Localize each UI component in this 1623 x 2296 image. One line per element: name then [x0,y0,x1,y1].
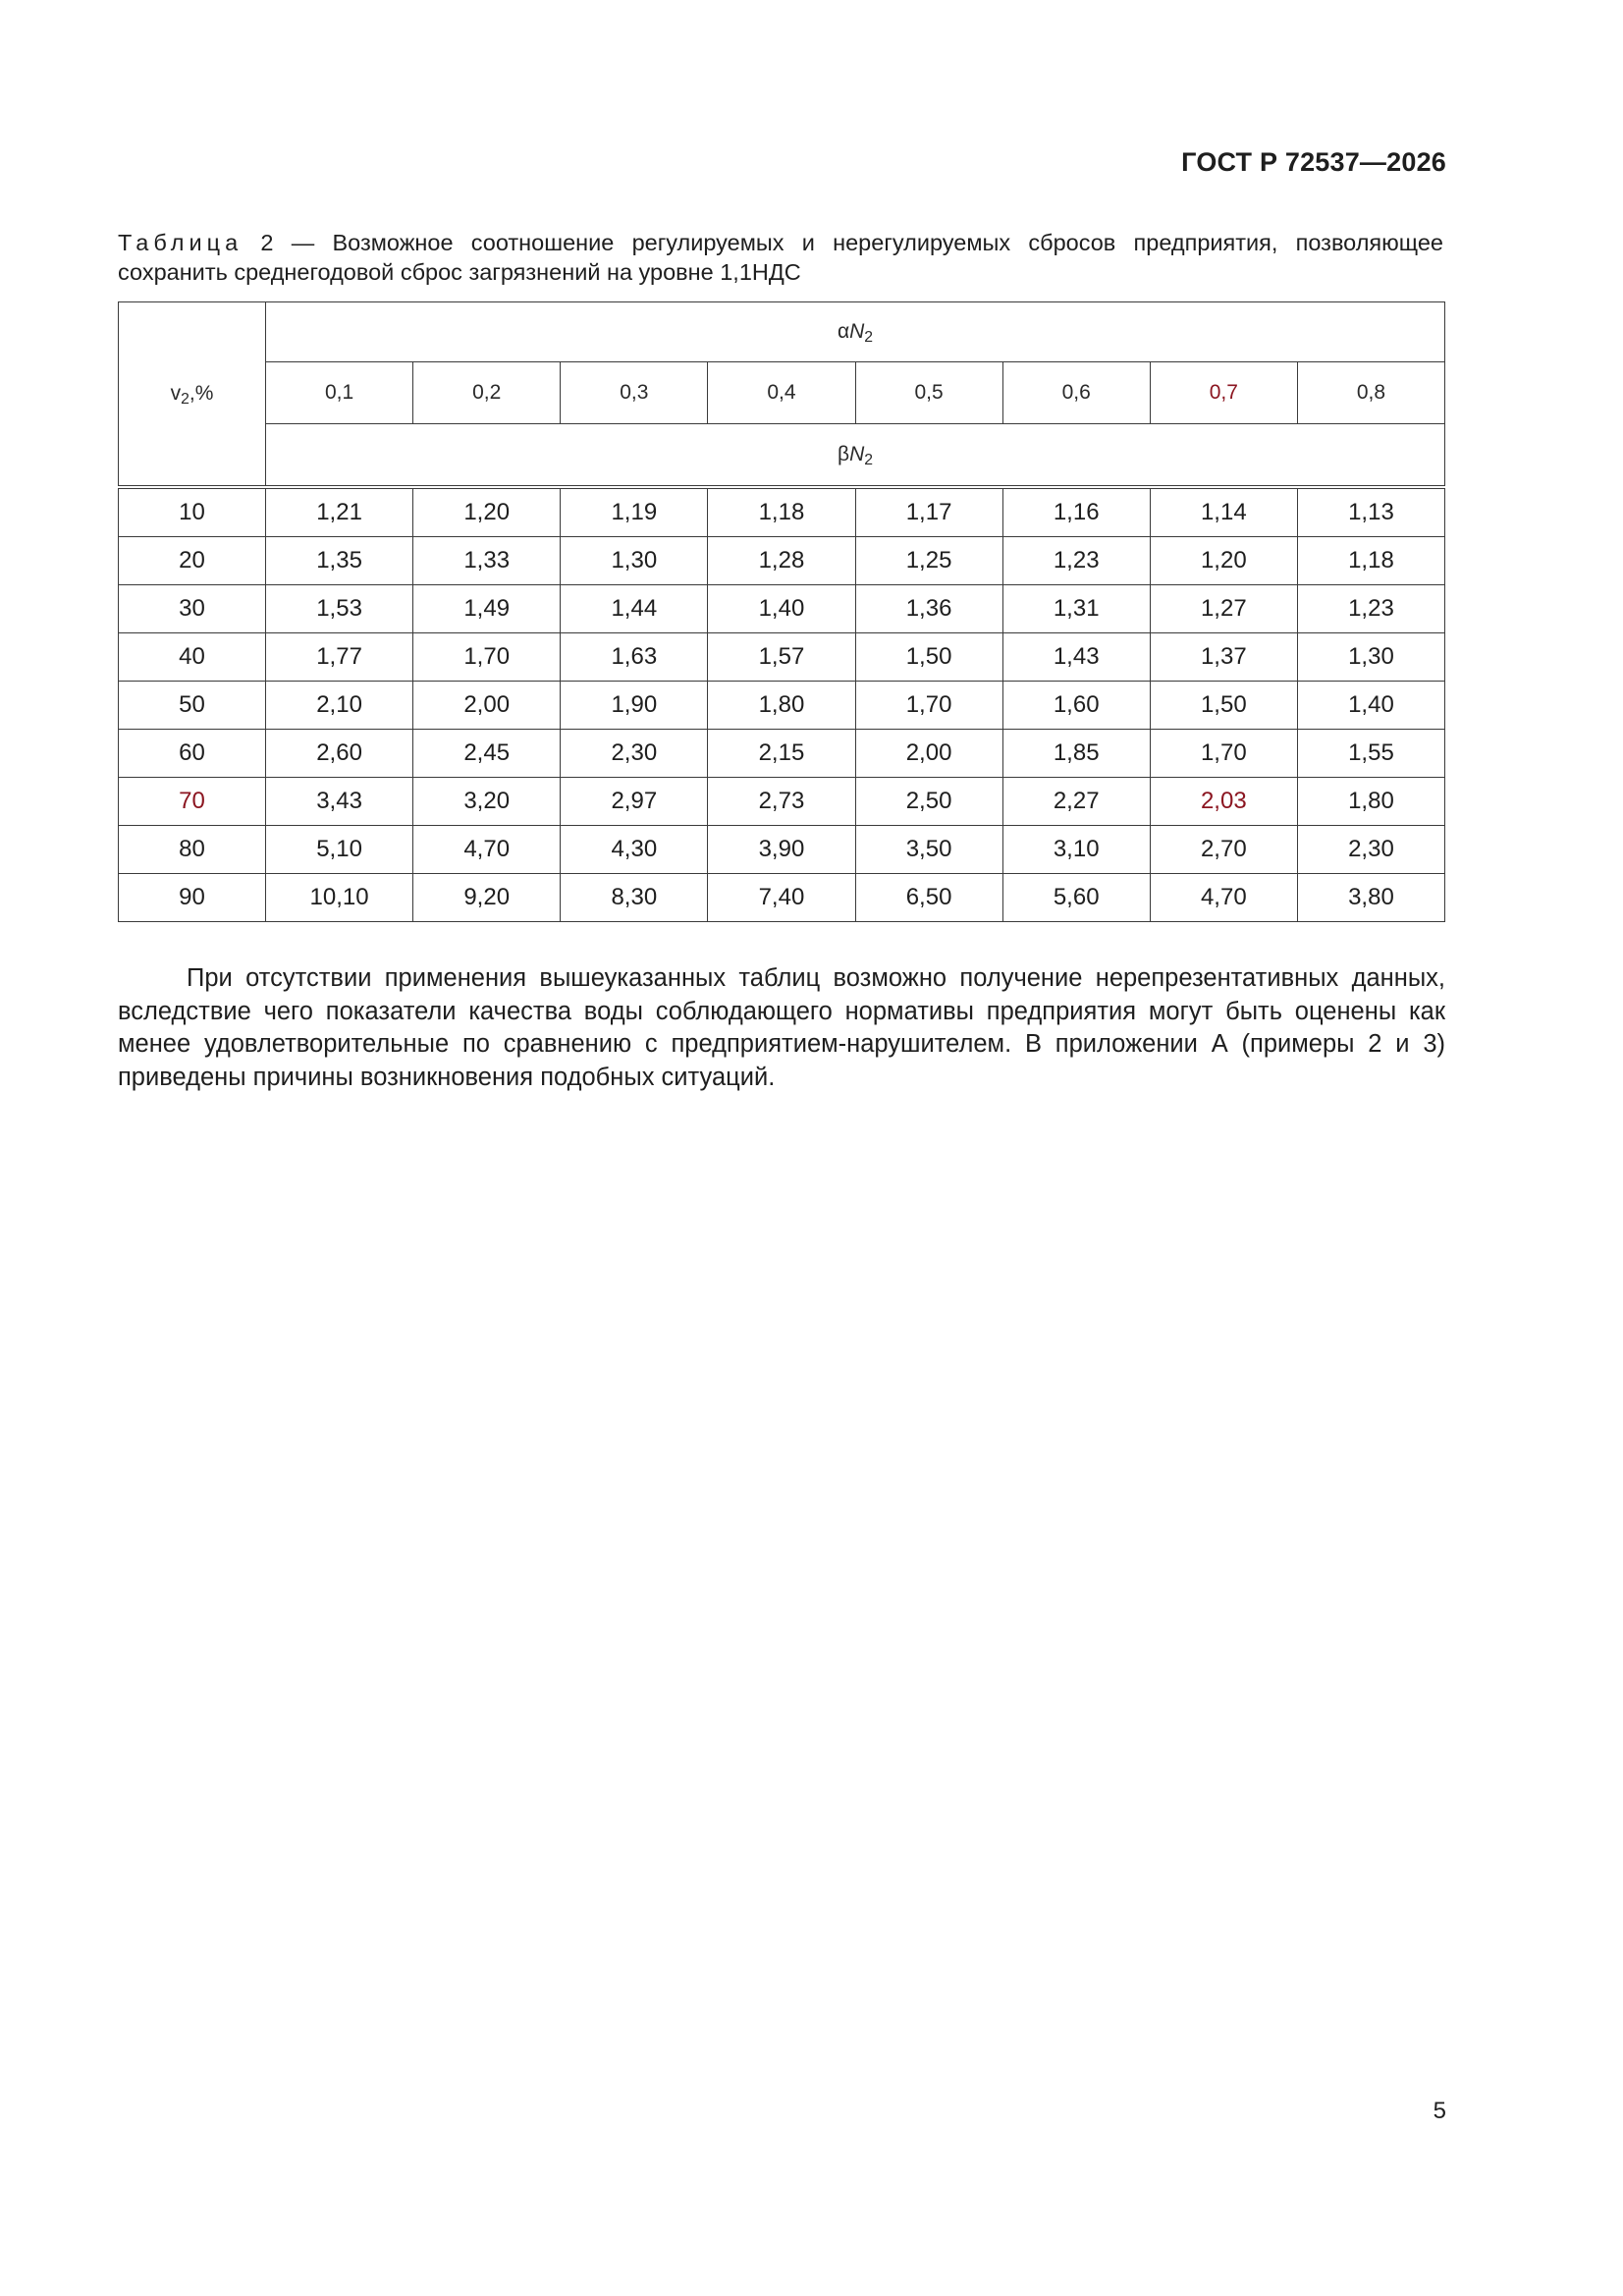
table-cell: 1,70 [1150,730,1297,778]
table-cell: 1,80 [708,682,855,730]
table-cell: 1,28 [708,537,855,585]
row-label-cell: 20 [119,537,266,585]
row-label-cell: 10 [119,489,266,537]
table-cell: 2,70 [1150,826,1297,874]
table-row [119,633,1445,682]
table-cell: 3,10 [1002,826,1150,874]
table-cell: 1,90 [561,682,708,730]
row-label-cell: 90 [119,874,266,922]
table-row [119,537,1445,585]
row-header-suffix: ,% [189,382,214,405]
table-cell: 4,70 [413,826,561,874]
table-row [119,585,1445,633]
table-cell: 1,37 [1150,633,1297,682]
table-cell: 6,50 [855,874,1002,922]
table-cell: 1,16 [1002,489,1150,537]
table-row [119,682,1445,730]
alpha-value-cell: 0,6 [1002,362,1150,424]
body-paragraph [118,962,1445,1094]
table-cell: 1,30 [561,537,708,585]
row-header-symbol: v [170,382,182,405]
beta-sub: 2 [864,451,874,468]
table-cell: 1,23 [1297,585,1444,633]
table-cell: 1,13 [1297,489,1444,537]
table-cell: 1,27 [1150,585,1297,633]
row-label-cell: 30 [119,585,266,633]
table-cell: 2,45 [413,730,561,778]
table-cell: 1,23 [1002,537,1150,585]
table-cell: 1,77 [266,633,413,682]
alpha-var: N [849,320,865,343]
alpha-value-cell: 0,5 [855,362,1002,424]
document-id: ГОСТ Р 72537—2026 [1181,147,1446,177]
table-cell: 1,25 [855,537,1002,585]
table-cell: 1,20 [1150,537,1297,585]
table-cell: 1,53 [266,585,413,633]
table-cell: 2,27 [1002,778,1150,826]
table-cell: 1,40 [708,585,855,633]
table-row [119,874,1445,922]
row-label-cell: 60 [119,730,266,778]
alpha-header-cell [266,302,1445,362]
table-cell: 1,55 [1297,730,1444,778]
table-cell: 1,63 [561,633,708,682]
table-cell: 1,17 [855,489,1002,537]
table-cell: 1,19 [561,489,708,537]
table-caption [118,228,1443,287]
page-number: 5 [1433,2098,1446,2124]
table-cell: 9,20 [413,874,561,922]
caption-text: 2 — Возможное соотношение регулируемых и нерегулируемых сбросов предприятия, позволяющее сохранить среднегодовой сброс загрязнений на уровне 1,1НДС [118,230,1443,285]
table-cell: 3,90 [708,826,855,874]
table-cell: 2,03 [1150,778,1297,826]
beta-prefix: β [837,443,850,465]
table-cell: 1,20 [413,489,561,537]
beta-var: N [849,443,865,465]
table-cell: 1,14 [1150,489,1297,537]
row-label-cell: 50 [119,682,266,730]
table-cell: 2,30 [1297,826,1444,874]
table-cell: 8,30 [561,874,708,922]
header-row-beta [119,424,1445,486]
table-cell: 2,50 [855,778,1002,826]
table-cell: 1,33 [413,537,561,585]
table-cell: 1,18 [1297,537,1444,585]
table-cell: 1,40 [1297,682,1444,730]
alpha-prefix: α [837,320,850,343]
table-cell: 1,50 [855,633,1002,682]
table-cell: 1,60 [1002,682,1150,730]
table-cell: 2,60 [266,730,413,778]
paragraph-text: При отсутствии применения вышеуказанных таблиц возможно получение нерепрезентативных данных, вследствие чего показатели качества воды соблюдающего нормативы предприятия могут быть оценены как менее удовлетворительные по сравнению с предприятием-нарушителем. В приложении А (примеры 2 и 3) приведены причины возникновения подобных ситуаций. [118,964,1445,1091]
table-cell: 1,18 [708,489,855,537]
row-header-sub: 2 [181,390,189,408]
caption-lead: Таблица [118,230,243,255]
table-cell: 1,70 [855,682,1002,730]
table-cell: 1,50 [1150,682,1297,730]
alpha-value-cell: 0,1 [266,362,413,424]
table-cell: 2,15 [708,730,855,778]
table-row [119,730,1445,778]
table-cell: 5,10 [266,826,413,874]
table-cell: 3,20 [413,778,561,826]
row-label-cell: 70 [119,778,266,826]
table-cell: 2,73 [708,778,855,826]
table-cell: 7,40 [708,874,855,922]
table-cell: 1,35 [266,537,413,585]
table-row [119,778,1445,826]
table-cell: 1,30 [1297,633,1444,682]
table-cell: 10,10 [266,874,413,922]
table-cell: 1,36 [855,585,1002,633]
table-cell: 4,70 [1150,874,1297,922]
alpha-value-cell: 0,2 [413,362,561,424]
table-cell: 1,57 [708,633,855,682]
table-row [119,826,1445,874]
table-cell: 1,31 [1002,585,1150,633]
table-cell: 1,44 [561,585,708,633]
table-cell: 2,10 [266,682,413,730]
table-cell: 2,97 [561,778,708,826]
table-cell: 1,80 [1297,778,1444,826]
header-row-alpha-values [119,362,1445,424]
table-cell: 3,43 [266,778,413,826]
alpha-value-cell: 0,8 [1297,362,1444,424]
alpha-value-cell: 0,4 [708,362,855,424]
table-cell: 3,80 [1297,874,1444,922]
table-cell: 1,49 [413,585,561,633]
table-cell: 2,00 [413,682,561,730]
table-cell: 2,30 [561,730,708,778]
alpha-value-cell: 0,3 [561,362,708,424]
table-cell: 4,30 [561,826,708,874]
row-label-cell: 80 [119,826,266,874]
row-header-cell [119,302,266,486]
table-cell: 1,85 [1002,730,1150,778]
alpha-sub: 2 [864,328,874,346]
table-cell: 1,70 [413,633,561,682]
table-cell: 5,60 [1002,874,1150,922]
data-table [118,301,1445,922]
beta-header-cell [266,424,1445,486]
table-cell: 3,50 [855,826,1002,874]
table-cell: 1,21 [266,489,413,537]
row-label-cell: 40 [119,633,266,682]
alpha-value-cell: 0,7 [1150,362,1297,424]
data-table-container [118,301,1445,922]
header-row-alpha [119,302,1445,362]
table-cell: 1,43 [1002,633,1150,682]
table-cell: 2,00 [855,730,1002,778]
table-row [119,489,1445,537]
